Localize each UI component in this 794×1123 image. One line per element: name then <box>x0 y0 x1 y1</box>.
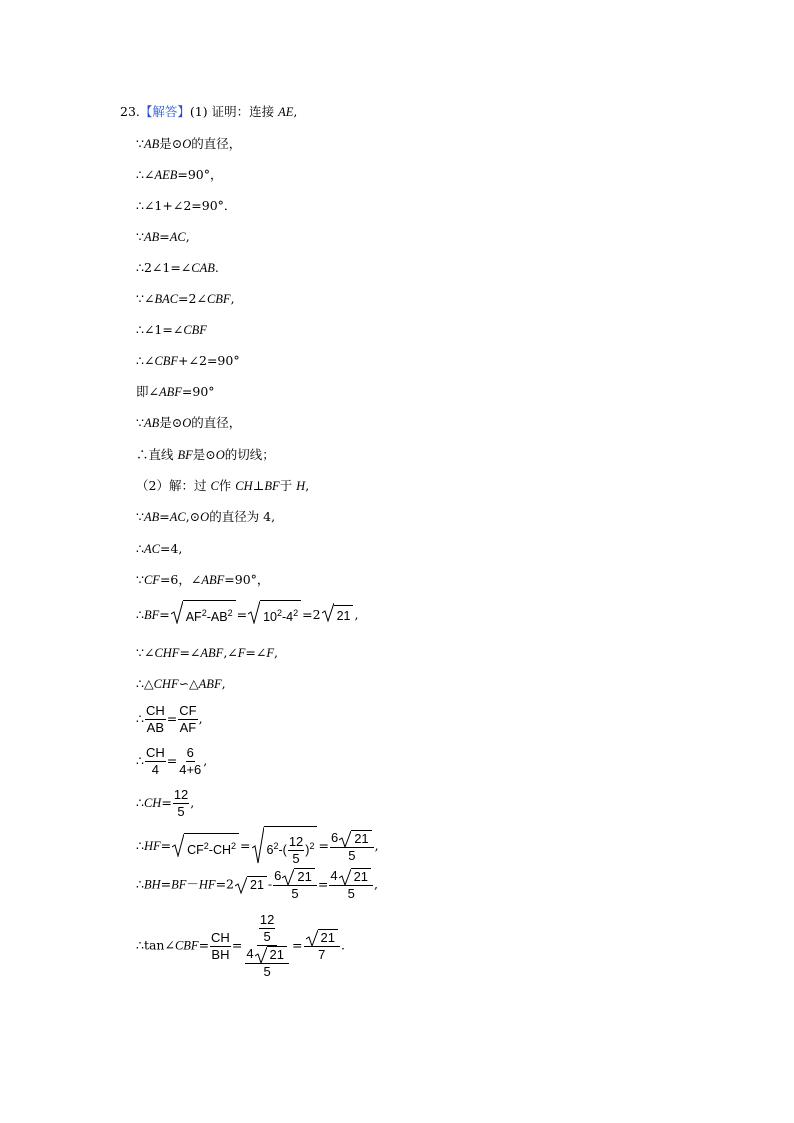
t: = <box>292 937 303 953</box>
t: 21 <box>334 605 354 625</box>
sqrt-expr <box>282 868 314 885</box>
fraction <box>330 830 374 864</box>
fraction <box>259 912 275 945</box>
t: 2 <box>309 841 315 851</box>
t: ∴ <box>136 711 144 726</box>
t: CAB <box>191 261 215 275</box>
t: AF <box>185 610 202 625</box>
t: =2 <box>215 876 235 892</box>
t: HF <box>143 839 161 854</box>
t: ) <box>305 843 310 858</box>
sqrt-expr <box>339 830 371 847</box>
t: =∠ <box>245 645 267 660</box>
t: 2 <box>231 841 237 852</box>
t: , <box>274 645 278 660</box>
t: ∵ <box>136 136 144 151</box>
t: CH <box>145 745 165 760</box>
t: 5 <box>263 929 271 944</box>
t: BF <box>171 877 187 892</box>
sqrt-expr <box>252 826 318 867</box>
t: CF <box>143 573 160 587</box>
t: 即∠ <box>136 384 159 399</box>
t: = <box>159 509 170 524</box>
t: , <box>198 711 203 726</box>
t: . <box>214 260 219 275</box>
t: ∴∠1+∠2=90°． <box>136 198 237 213</box>
t: ∴ <box>136 541 144 556</box>
t: O <box>182 137 192 151</box>
header-var: AE <box>278 105 294 119</box>
step-line <box>136 135 241 153</box>
t: = <box>160 838 172 854</box>
fraction <box>288 834 304 867</box>
t: ∵ <box>136 572 144 587</box>
t: =∠ <box>179 645 201 660</box>
t: ∵ <box>136 229 144 244</box>
fraction <box>173 787 189 820</box>
step-line <box>136 540 182 558</box>
sqrt-expr <box>255 946 287 963</box>
t: 4 <box>330 868 338 883</box>
t: 12 <box>288 834 304 850</box>
t: 2 <box>293 608 299 618</box>
t: ,⊙ <box>185 509 201 524</box>
header-text: (1) 证明：连接 <box>189 104 279 119</box>
fraction <box>304 929 340 963</box>
t: 的直径， <box>191 136 242 151</box>
step-line <box>136 321 207 339</box>
fraction <box>329 868 373 902</box>
t: ABF <box>158 385 182 399</box>
t: ∴∠1=∠ <box>136 322 184 337</box>
sqrt-expr <box>172 833 239 860</box>
t: 12 <box>259 912 275 927</box>
t: 4 <box>246 946 254 961</box>
t: ⊥ <box>252 478 265 493</box>
t: CBF <box>174 938 199 953</box>
t: ∽△ <box>178 676 199 691</box>
t: = <box>166 711 178 726</box>
fraction <box>178 745 202 778</box>
t: , <box>374 876 379 892</box>
t: ∵ <box>136 509 144 524</box>
answer-header <box>120 103 297 121</box>
t: CH <box>235 479 253 493</box>
t: , <box>374 838 379 854</box>
t: =6，∠ <box>159 572 202 587</box>
t: H <box>296 479 306 493</box>
t: =2 <box>302 607 321 623</box>
t: ∴ <box>136 838 144 854</box>
t: - <box>267 876 273 892</box>
fraction <box>178 703 197 736</box>
t: ∴直线 <box>136 447 178 462</box>
t: CHF <box>153 677 179 691</box>
t: 21 <box>267 946 287 962</box>
t: F <box>237 646 246 660</box>
step-line <box>136 508 275 526</box>
t: = <box>159 607 170 623</box>
t: ∵∠ <box>136 645 155 660</box>
t: 2 <box>273 841 279 851</box>
t: 5 <box>347 886 355 902</box>
t: 5 <box>177 804 185 819</box>
t: 7 <box>318 947 326 963</box>
step-line <box>136 571 269 589</box>
t: AC <box>169 230 186 244</box>
t: 2 <box>203 841 209 852</box>
t: = <box>236 607 248 623</box>
t: , <box>305 478 310 493</box>
t: AEB <box>154 168 178 182</box>
sqrt-expr <box>171 600 236 631</box>
t: ABF <box>198 677 222 691</box>
t: ∴ <box>136 607 144 623</box>
t: CH <box>211 929 230 945</box>
question-number: 23. <box>120 104 140 119</box>
t: F <box>266 646 274 660</box>
t: 5 <box>348 847 356 863</box>
t: ∴ <box>136 876 144 892</box>
t: BH <box>211 946 230 962</box>
t: 的直径为 4, <box>209 509 276 524</box>
t: C <box>210 479 219 493</box>
answer-tag: 【解答】 <box>139 104 190 119</box>
t: 2 <box>227 608 233 618</box>
t: 2 <box>276 608 282 618</box>
t: BF <box>264 479 280 493</box>
t: = <box>166 753 178 768</box>
step-line <box>136 787 194 820</box>
t: 21 <box>318 929 338 945</box>
step-line <box>136 675 226 693</box>
sqrt-expr <box>306 929 338 946</box>
step-line <box>136 600 358 631</box>
step-line <box>136 477 309 495</box>
t: HF <box>198 877 216 892</box>
sqrt-expr <box>235 876 267 894</box>
t: AF <box>179 720 197 735</box>
step-line <box>136 868 378 902</box>
t: － <box>186 876 199 892</box>
step-line <box>136 703 203 736</box>
t: 6 <box>330 829 339 845</box>
sqrt-expr <box>339 868 371 885</box>
t: 6 <box>274 868 282 883</box>
t: +∠2=90° <box>178 353 240 368</box>
t: CBF <box>206 292 231 306</box>
t: =4, <box>159 541 183 556</box>
step-line <box>136 644 278 662</box>
t: （2）解：过 <box>136 478 211 493</box>
t: O <box>215 448 225 462</box>
t: , <box>185 229 190 244</box>
t: AB <box>143 230 160 244</box>
t: , <box>230 291 235 306</box>
t: =90° <box>181 384 215 399</box>
t: O <box>200 510 210 524</box>
t: CBF <box>183 323 207 337</box>
t: 是⊙ <box>159 415 183 430</box>
step-line <box>136 352 240 370</box>
t: = <box>159 229 170 244</box>
fraction <box>145 703 166 736</box>
t: = <box>160 876 172 892</box>
t: 于 <box>279 478 297 493</box>
t: ABF <box>201 573 225 587</box>
t: ∴ <box>136 753 144 768</box>
t: 作 <box>218 478 236 493</box>
t: -4 <box>281 610 294 625</box>
t: . <box>340 937 345 953</box>
t: 是⊙ <box>192 447 216 462</box>
step-line <box>136 259 219 277</box>
t: 21 <box>247 876 267 892</box>
fraction <box>145 745 166 778</box>
complex-fraction <box>243 912 291 980</box>
step-line <box>136 446 275 464</box>
step-line <box>136 228 190 246</box>
t: 21 <box>294 868 314 884</box>
step-line <box>136 414 241 432</box>
t: CHF <box>154 646 180 660</box>
step-line <box>136 745 207 778</box>
t: CH <box>145 703 165 718</box>
fraction <box>210 930 231 963</box>
t: 10 <box>263 610 277 625</box>
sqrt-expr <box>322 602 354 630</box>
t: ∴∠ <box>136 167 155 182</box>
t: 是⊙ <box>159 136 183 151</box>
t: CH <box>143 796 162 810</box>
t: ∵ <box>136 415 144 430</box>
t: , <box>354 607 359 623</box>
t: BAC <box>154 292 179 306</box>
t: ∴△ <box>136 676 154 691</box>
t: 4 <box>151 762 159 777</box>
t: = <box>198 937 210 953</box>
t: = <box>240 838 251 854</box>
t: , <box>221 676 226 691</box>
t: 21 <box>351 830 371 846</box>
t: CF <box>187 843 204 858</box>
step-line <box>136 912 345 980</box>
t: = <box>161 795 172 810</box>
t: =90°， <box>224 572 270 587</box>
fraction <box>245 946 289 980</box>
t: CF <box>179 703 197 718</box>
t: 6 <box>266 843 274 858</box>
t: AB <box>146 720 165 735</box>
t: 的直径， <box>191 415 242 430</box>
t: CBF <box>154 354 179 368</box>
t: ABF <box>200 646 224 660</box>
step-line <box>136 197 236 215</box>
t: BF <box>177 448 193 462</box>
step-line <box>136 383 215 401</box>
t: ∴∠ <box>136 353 155 368</box>
step-line <box>136 290 235 308</box>
t: , <box>203 753 208 768</box>
t: 5 <box>292 851 300 867</box>
t: 12 <box>173 787 189 802</box>
t: ∴ <box>136 795 144 810</box>
t: ∵∠ <box>136 291 155 306</box>
t: =90°， <box>177 167 223 182</box>
t: ,∠ <box>223 645 238 660</box>
sqrt-expr <box>248 600 301 631</box>
t: 6 <box>186 745 194 760</box>
t: AC <box>143 542 160 556</box>
t: -( <box>278 843 287 858</box>
t: BF <box>143 608 160 623</box>
t: 4+6 <box>179 762 202 777</box>
t: 21 <box>351 868 371 884</box>
t: AB <box>143 137 160 151</box>
header-end: , <box>293 104 298 119</box>
t: BH <box>143 877 161 892</box>
t: , <box>190 795 195 810</box>
t: 5 <box>291 886 299 902</box>
t: 2 <box>201 608 207 618</box>
step-line <box>136 166 223 184</box>
t: ∴tan∠ <box>136 937 175 953</box>
t: AC <box>169 510 186 524</box>
t: = <box>231 937 243 953</box>
t: = <box>317 876 329 892</box>
t: 5 <box>263 964 271 980</box>
t: O <box>182 416 192 430</box>
t: 的切线； <box>224 447 275 462</box>
t: -CH <box>208 843 232 858</box>
t: ∴2∠1=∠ <box>136 260 192 275</box>
fraction <box>273 868 317 902</box>
t: AB <box>143 510 160 524</box>
t: = <box>318 838 329 854</box>
step-line <box>136 826 379 867</box>
t: -AB <box>206 610 228 625</box>
t: AB <box>143 416 160 430</box>
t: =2∠ <box>178 291 207 306</box>
